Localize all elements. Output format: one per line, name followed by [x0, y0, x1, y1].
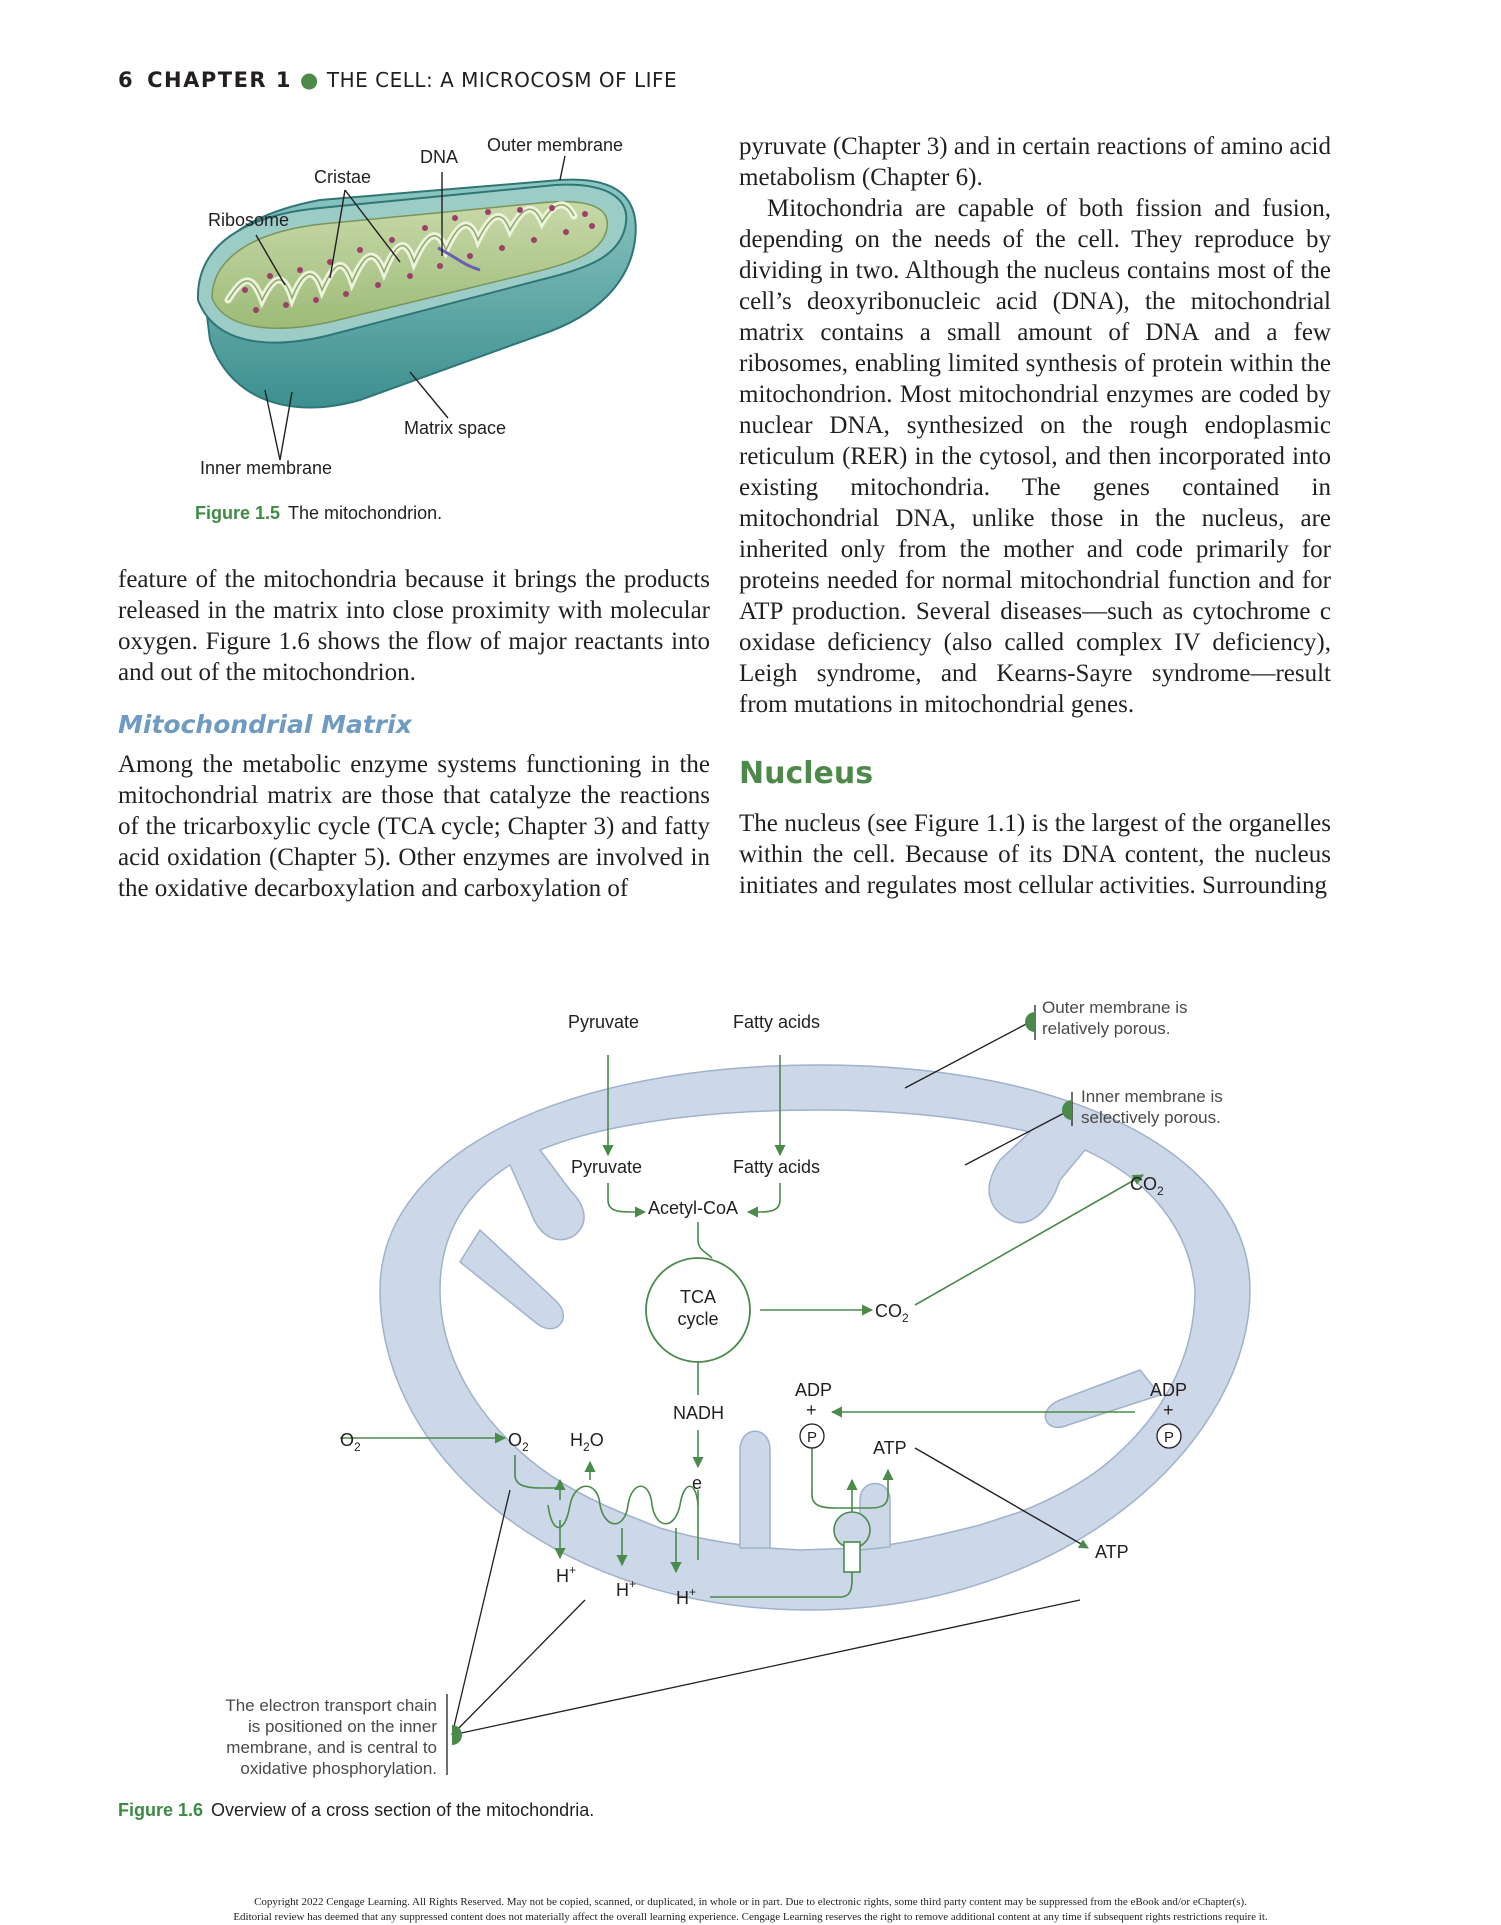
label-h-plus-1: H+	[556, 1563, 577, 1586]
label-adp-inner: ADP	[795, 1380, 833, 1400]
figure-1-6-caption	[118, 1800, 594, 1821]
note-outer-membrane-2: relatively porous.	[1042, 1019, 1171, 1038]
right-para-1-text: pyruvate (Chapter 3) and in certain reactions of amino acid metabolism (Chapter 6).	[739, 133, 1331, 191]
label-e: e	[692, 1473, 703, 1493]
label-fatty-acids-inside: Fatty acids	[733, 1157, 821, 1177]
label-pyruvate-inside: Pyruvate	[571, 1157, 643, 1177]
figure-1-5-caption-text: The mitochondrion.	[288, 503, 443, 523]
label-inner-membrane: Inner membrane	[200, 458, 333, 478]
crista-bottom-left	[740, 1431, 770, 1548]
subheading-mitochondrial-matrix: Mitochondrial Matrix	[118, 710, 412, 739]
label-cristae: Cristae	[314, 167, 372, 187]
label-pyruvate-outside: Pyruvate	[568, 1012, 640, 1032]
heading-nucleus: Nucleus	[739, 756, 874, 791]
label-adp-outer: ADP	[1150, 1380, 1188, 1400]
label-plus-outer: +	[1163, 1400, 1174, 1420]
label-ribosome: Ribosome	[208, 210, 290, 230]
left-para-2-text: Among the metabolic enzyme systems functioning in the mitochondrial matrix are those that catalyze the reactions of the tricarboxylic cycle (TCA cycle; Chapter 3) and fatty acid oxidation (Chapter 5). Other enzymes are involved in the oxidative decarboxylation and carboxylation of	[118, 751, 710, 902]
left-column-para-1	[118, 564, 710, 688]
label-h2o: $H_2O$	[570, 1430, 604, 1454]
page-number: 6	[118, 68, 134, 92]
note-etc-3: membrane, and is central to	[226, 1738, 437, 1757]
label-outer-membrane: Outer membrane	[487, 135, 624, 155]
left-column-para-2	[118, 749, 710, 904]
right-column-top	[739, 131, 1331, 720]
chapter-title: THE CELL: A MICROCOSM OF LIFE	[326, 68, 678, 92]
figure-1-6-caption-text: Overview of a cross section of the mitochondria.	[211, 1800, 595, 1820]
note-etc-4: oxidative phosphorylation.	[240, 1759, 437, 1778]
label-nadh: NADH	[673, 1403, 725, 1423]
copyright-line-2: Editorial review has deemed that any suppressed content does not materially affect the overall learning experience. Cengage Learning reserves the right to remove additional content at any time if subsequent rights restrictions require it.	[233, 1911, 1268, 1923]
label-co2-inner: $CO_2$	[875, 1301, 909, 1325]
figure-1-6-diagram	[0, 990, 1501, 1790]
label-matrix-space: Matrix space	[404, 418, 507, 438]
figure-1-5-caption	[195, 503, 442, 524]
note-etc-1: The electron transport chain	[225, 1696, 437, 1715]
left-para-1-text: feature of the mitochondria because it brings the products released in the matrix into close proximity with molecular oxygen. Figure 1.6 shows the flow of major reactants into and out of the mitochondrion.	[118, 566, 710, 686]
right-para-3-text: The nucleus (see Figure 1.1) is the largest of the organelles within the cell. Because of its DNA content, the nucleus initiates and regulates most cellular activities. Surrounding	[739, 810, 1331, 899]
label-co2-outer: $CO_2$	[1130, 1174, 1164, 1198]
note-etc-2: is positioned on the inner	[247, 1717, 437, 1736]
note-inner-membrane-1: Inner membrane is	[1081, 1087, 1223, 1106]
right-para-2-text: Mitochondria are capable of both fission and fusion, depending on the needs of the cell. They reproduce by dividing in two. Although the nucleus contains most of the cell’s deoxyribonucleic acid (DNA), the mitochondrial matrix contains a small amount of DNA and a few ribosomes, enabling limited synthesis of protein within the mitochondrion. Most mitochondrial enzymes are coded by nuclear DNA, synthesized on the rough endoplasmic reticulum (RER) in the cytosol, and then incorporated into existing mitochondria. The genes contained in mitochondrial DNA, unlike those in the nucleus, are inherited only from the mother and code primarily for proteins needed for normal mitochondrial function and for ATP production. Several diseases—such as cytochrome c oxidase deficiency (also called complex IV deficiency), Leigh syndrome, and Kearns-Sayre syndrome—result from mutations in mitochondrial genes.	[739, 195, 1331, 718]
copyright-line-1: Copyright 2022 Cengage Learning. All Rights Reserved. May not be copied, scanned, or duplicated, in whole or in part. Due to electronic rights, some third party content may be suppressed from the eBook and/or eChapter(s).	[254, 1896, 1247, 1908]
copyright-footer	[0, 1895, 1501, 1925]
label-plus-inner: +	[806, 1400, 817, 1420]
label-tca: TCA	[680, 1287, 716, 1307]
running-head	[118, 68, 677, 92]
note-outer-membrane-1: Outer membrane is	[1042, 998, 1188, 1017]
label-dna: DNA	[420, 147, 459, 167]
label-h-plus-3: H+	[676, 1585, 697, 1608]
label-p-inner: P	[806, 1429, 818, 1446]
label-acetyl-coa: Acetyl-CoA	[648, 1198, 739, 1218]
note-inner-membrane-2: selectively porous.	[1081, 1108, 1221, 1127]
label-fatty-acids-outside: Fatty acids	[733, 1012, 821, 1032]
label-atp-inner: ATP	[873, 1438, 907, 1458]
right-column-para-3	[739, 808, 1331, 901]
label-o2-outside: $O_2$	[340, 1430, 361, 1454]
label-atp-outer: ATP	[1095, 1542, 1129, 1562]
label-p-outer: P	[1163, 1429, 1175, 1446]
figure-1-6-caption-label: Figure 1.6	[118, 1800, 204, 1820]
chapter-label: CHAPTER 1	[147, 68, 293, 92]
figure-1-5-caption-label: Figure 1.5	[195, 503, 281, 523]
label-cycle: cycle	[677, 1309, 719, 1329]
label-o2-inside: $O_2$	[508, 1430, 529, 1454]
bullet-icon: ●	[300, 68, 319, 92]
label-h-plus-2: H+	[616, 1577, 637, 1600]
